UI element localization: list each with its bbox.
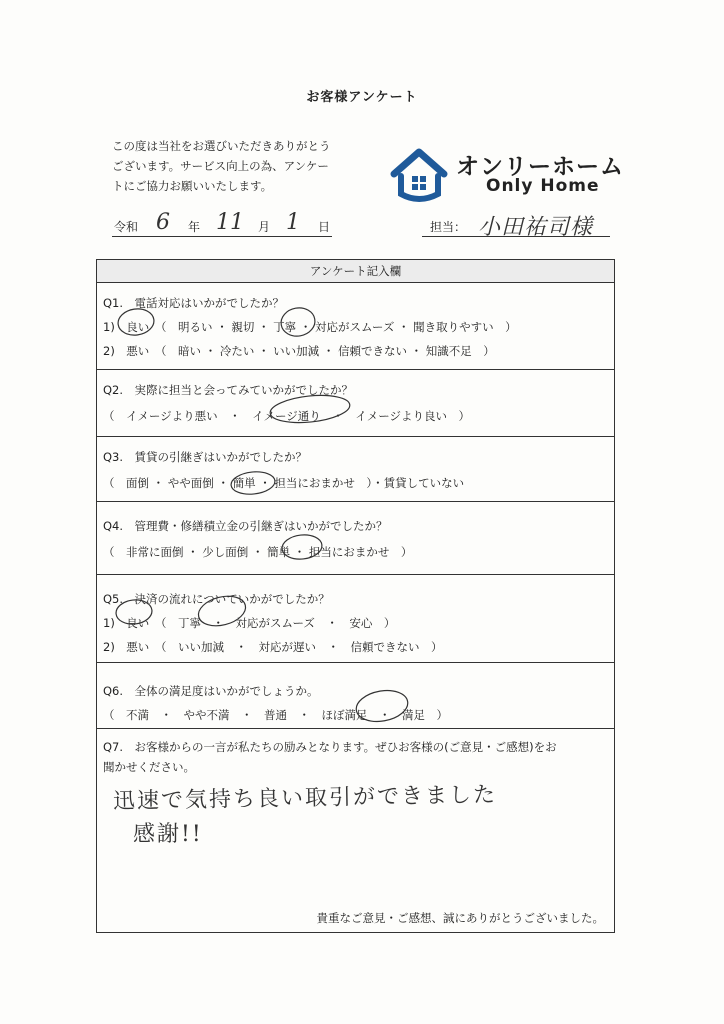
survey-form <box>96 259 615 933</box>
answer-line: 1) 良い （ 明るい ・ 親切 ・ 丁寧 ・ 対応がスムーズ ・ 聞き取りやすい ） <box>103 320 517 334</box>
logo-text-en: Only Home <box>486 176 600 196</box>
answer-line: 2) 悪い （ 暗い ・ 冷たい ・ いい加減 ・ 信頼できない ・ 知識不足 ） <box>103 344 495 358</box>
company-logo <box>388 146 628 206</box>
logo-text-jp: オンリーホーム <box>456 154 624 180</box>
date-year-value: 6 <box>156 210 170 235</box>
question-text: Q2. 実際に担当と会ってみていかがでしたか？ <box>103 383 354 397</box>
page-title: お客様アンケート <box>306 90 418 105</box>
answer-line: （ 非常に面倒 ・ 少し面倒 ・ 簡単 ・ 担当におまかせ ） <box>103 545 413 559</box>
question-text: 聞かせください。 <box>103 760 195 774</box>
intro-line: この度は当社をお選びいただきありがとう <box>112 139 331 153</box>
intro-line: ございます。サービス向上の為、アンケー <box>112 159 329 173</box>
question-text: Q5. 決済の流れについていかがでしたか？ <box>103 592 330 606</box>
date-month-unit: 月 <box>258 220 271 234</box>
answer-line: （ 面倒 ・ やや面倒 ・ 簡単 ・ 担当におまかせ ）・賃貸していない <box>103 476 465 490</box>
staff-name: 小田祐司様 <box>478 215 594 240</box>
house-logo-icon <box>388 146 450 204</box>
question-5 <box>97 575 614 663</box>
question-text: Q4. 管理費・修繕積立金の引継ぎはいかがでしたか？ <box>103 519 388 533</box>
intro-line: トにご協力お願いいたします。 <box>112 179 273 193</box>
question-1 <box>97 283 614 370</box>
question-text: Q7. お客様からの一言が私たちの励みとなります。ぜひお客様の(ご意見・ご感想)をお <box>103 740 557 754</box>
answer-line: 2) 悪い （ いい加減 ・ 対応が遅い ・ 信頼できない ） <box>103 640 443 654</box>
question-2 <box>97 370 614 437</box>
closing-text: 貴重なご意見・ご感想、誠にありがとうございました。 <box>316 911 604 925</box>
date-field <box>112 212 332 237</box>
question-7 <box>97 729 614 932</box>
answer-line: （ イメージより悪い ・ イメージ通り ・ イメージより良い ） <box>103 409 470 423</box>
intro-text <box>112 136 392 196</box>
question-3 <box>97 437 614 502</box>
date-era: 令和 <box>114 220 139 234</box>
question-text: Q1. 電話対応はいかがでしたか？ <box>103 296 285 310</box>
answer-line: （ 不満 ・ やや不満 ・ 普通 ・ ほぼ満足 ・ 満足 ） <box>103 708 448 722</box>
answer-line: 1) 良い （ 丁寧 ・ 対応がスムーズ ・ 安心 ） <box>103 616 396 630</box>
staff-field <box>422 212 610 240</box>
date-day-value: 1 <box>286 210 300 235</box>
question-6 <box>97 663 614 729</box>
form-header: アンケート記入欄 <box>97 260 614 283</box>
question-text: Q3. 賃貸の引継ぎはいかがでしたか？ <box>103 450 308 464</box>
date-year-unit: 年 <box>188 220 201 234</box>
handwritten-comment: 迅速で気持ち良い取引ができました <box>112 782 498 815</box>
question-4 <box>97 502 614 575</box>
date-day-unit: 日 <box>318 220 331 234</box>
date-month-value: 11 <box>216 210 244 235</box>
staff-label: 担当： <box>430 220 467 234</box>
question-text: Q6. 全体の満足度はいかがでしょうか。 <box>103 684 319 698</box>
handwritten-comment: 感謝!! <box>133 822 203 847</box>
